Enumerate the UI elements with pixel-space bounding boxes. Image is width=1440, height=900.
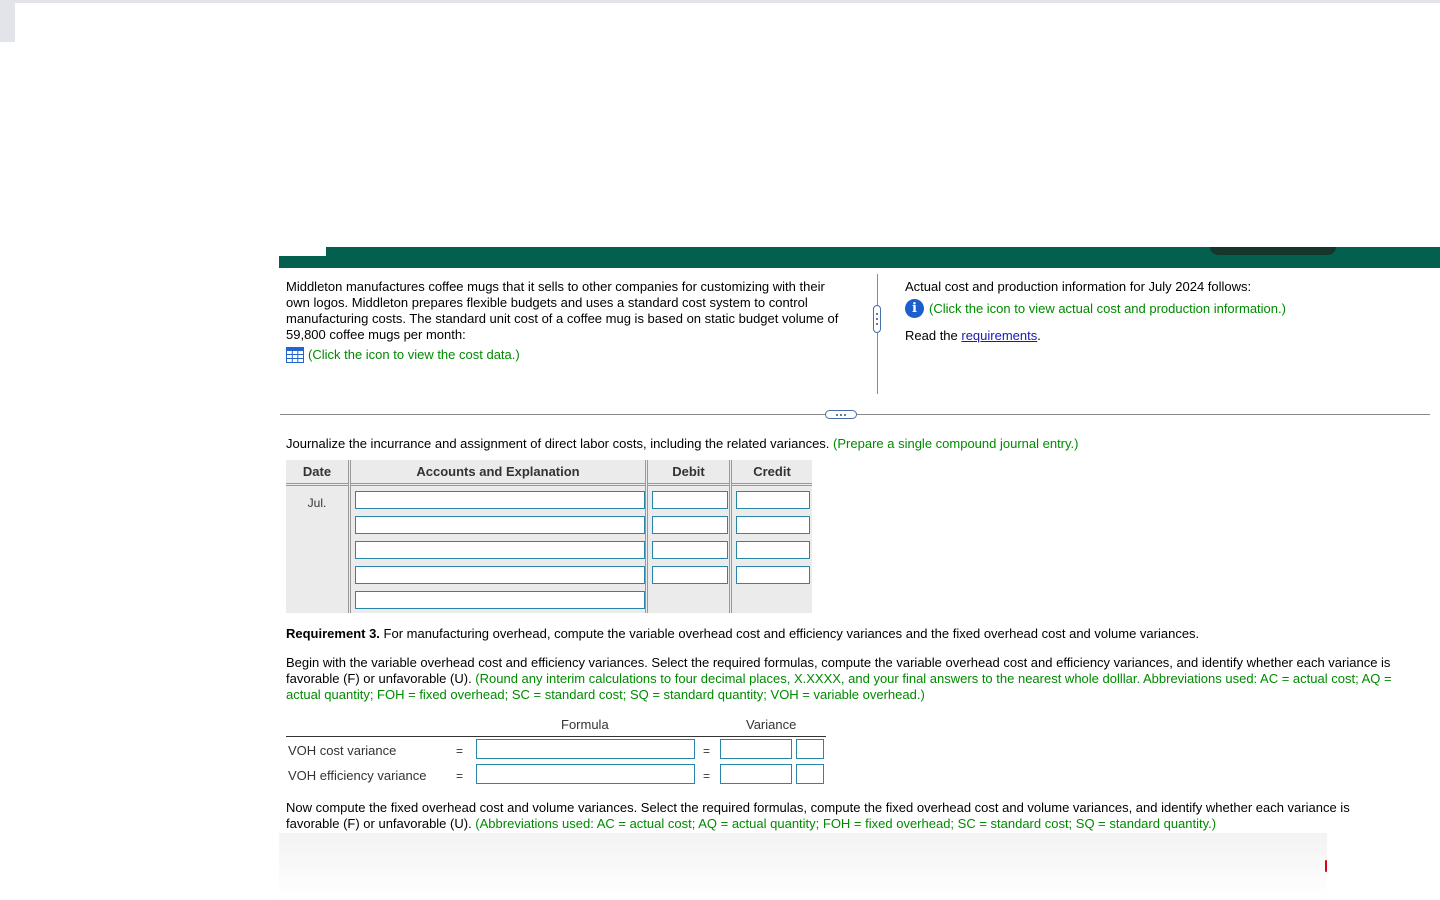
table-grid-icon[interactable] [286, 347, 304, 363]
foh-instructions-text: Now compute the fixed overhead cost and volume variances. Select the required formulas, compute the fixed overhead cost and volume variances, and identify whether each variance is favorable (F) or unfavorable (U). [286, 800, 1350, 831]
equals-sign: = [456, 744, 464, 758]
journal-entry-table [286, 460, 812, 613]
header-bar-left [279, 256, 326, 268]
actual-info-panel [905, 279, 1425, 344]
voh-efficiency-fu-select[interactable] [796, 764, 824, 784]
equals-sign: = [456, 769, 464, 783]
voh-efficiency-variance-input[interactable] [720, 764, 792, 784]
column-separator [348, 460, 351, 613]
foh-instructions [286, 800, 1406, 831]
journal-instruction: (Prepare a single compound journal entry.) [833, 436, 1079, 451]
left-edge-tab [0, 0, 15, 42]
credit-input-3[interactable] [736, 541, 810, 559]
intro-panel [286, 279, 846, 363]
accounts-header: Accounts and Explanation [351, 460, 645, 486]
requirement-3-label: Requirement 3. [286, 626, 380, 641]
read-suffix: . [1037, 328, 1041, 343]
credit-input-4[interactable] [736, 566, 810, 584]
voh-cost-fu-select[interactable] [796, 739, 824, 759]
account-input-3[interactable] [355, 541, 645, 559]
voh-formula-table [286, 717, 826, 789]
account-input-5[interactable] [355, 591, 645, 609]
voh-instructions-text: Begin with the variable overhead cost and efficiency variances. Select the required formulas, compute the variable overhead cost and efficiency variances, and identify whether each variance is favorable (F) or unfavorable (U). [286, 655, 1391, 686]
formula-header: Formula [561, 717, 609, 732]
date-header: Date [286, 460, 348, 486]
top-strip [0, 0, 1440, 3]
column-separator [645, 460, 648, 613]
voh-instructions [286, 655, 1406, 703]
cost-data-link-text[interactable]: (Click the icon to view the cost data.) [308, 347, 520, 362]
voh-rounding-note: (Round any interim calculations to four decimal places, X.XXXX, and your final answers to the nearest whole dolllar. Abbreviations used: AC = actual cost; AQ = actual quantity; FOH = fixed overhead; SC = standard cost; SQ = standard quantity; VOH = variable overhead.) [286, 671, 1392, 702]
account-input-4[interactable] [355, 566, 645, 584]
voh-cost-variance-label: VOH cost variance [288, 743, 397, 758]
actual-info-text: Actual cost and production information for July 2024 follows: [905, 279, 1252, 294]
credit-input-1[interactable] [736, 491, 810, 509]
debit-input-4[interactable] [652, 566, 728, 584]
column-separator [729, 460, 732, 613]
account-input-2[interactable] [355, 516, 645, 534]
equals-sign: = [703, 769, 711, 783]
variance-header: Variance [746, 717, 797, 732]
requirement-3-text: For manufacturing overhead, compute the variable overhead cost and efficiency variances and the fixed overhead cost and volume variances. [379, 626, 1200, 641]
foh-abbreviations-note: (Abbreviations used: AC = actual cost; AQ = actual quantity; FOH = fixed overhead; SC = standard cost; SQ = standard quantity.) [475, 816, 1217, 831]
debit-input-1[interactable] [652, 491, 728, 509]
debit-header: Debit [648, 460, 729, 486]
horizontal-resize-handle[interactable] [825, 410, 857, 419]
voh-cost-formula-select[interactable] [476, 739, 695, 759]
intro-text: Middleton manufactures coffee mugs that it sells to other companies for customizing with their own logos. Middleton prepares flexible budgets and uses a standard cost system to control manufacturing costs. The standard unit cost of a coffee mug is based on static budget volume of 59,800 coffee mugs per month: [286, 279, 839, 342]
credit-header: Credit [732, 460, 812, 486]
account-input-1[interactable] [355, 491, 645, 509]
read-prefix: Read the [905, 328, 962, 343]
actual-info-link[interactable] [905, 299, 1425, 318]
alert-marker [1325, 860, 1327, 872]
journal-question [286, 436, 1426, 452]
credit-input-2[interactable] [736, 516, 810, 534]
requirement-3 [286, 626, 1426, 642]
debit-input-2[interactable] [652, 516, 728, 534]
read-requirements [905, 328, 1425, 344]
cost-data-link[interactable] [286, 347, 846, 363]
debit-input-3[interactable] [652, 541, 728, 559]
voh-efficiency-formula-select[interactable] [476, 764, 695, 784]
info-icon[interactable]: i [905, 299, 924, 318]
voh-cost-variance-input[interactable] [720, 739, 792, 759]
header-rule [286, 736, 826, 737]
header-pill[interactable] [1210, 247, 1336, 255]
vertical-divider [877, 274, 878, 394]
equals-sign: = [703, 744, 711, 758]
journal-question-text: Journalize the incurrance and assignment of direct labor costs, including the related variances. [286, 436, 830, 451]
voh-efficiency-variance-label: VOH efficiency variance [288, 768, 427, 783]
bottom-toolbar-area [279, 833, 1327, 900]
date-value: Jul. [307, 496, 327, 510]
requirements-link[interactable]: requirements [961, 328, 1038, 343]
actual-info-link-text[interactable]: (Click the icon to view actual cost and production information.) [929, 300, 1286, 316]
vertical-resize-handle[interactable] [873, 305, 881, 333]
